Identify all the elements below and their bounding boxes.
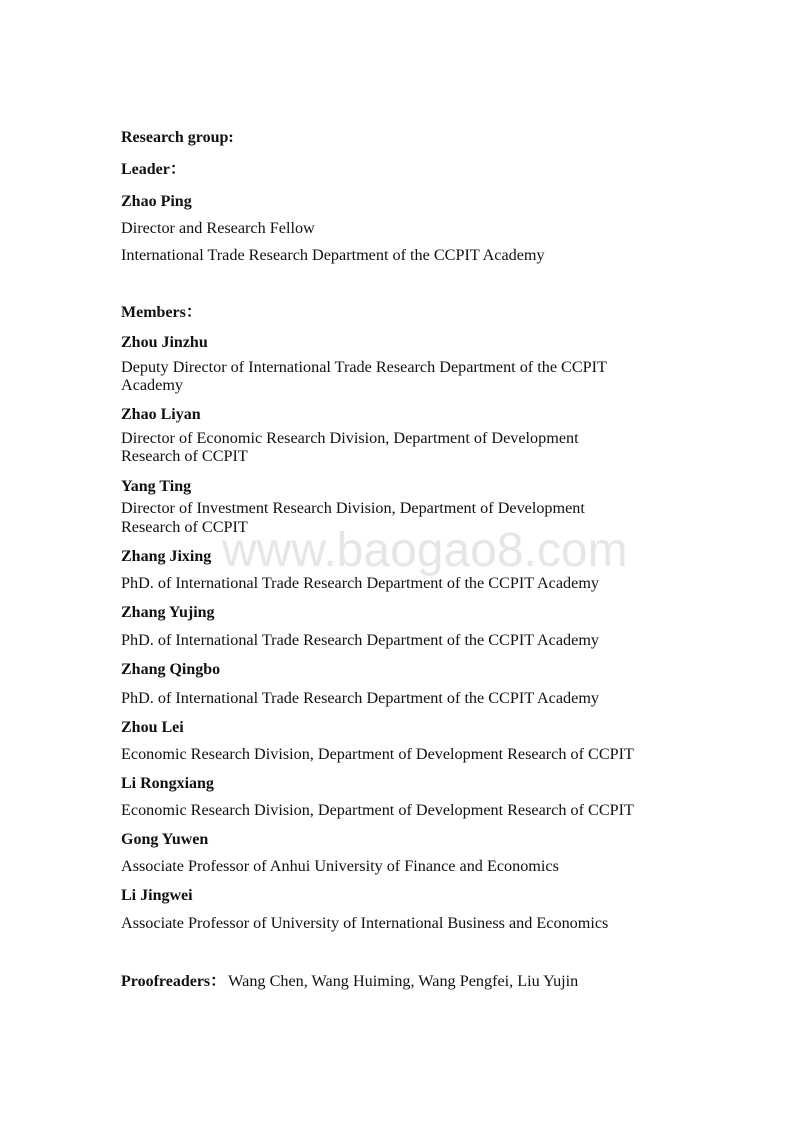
member-name: Zhao Liyan <box>121 406 201 423</box>
leader-name: Zhao Ping <box>121 193 192 210</box>
member-name: Yang Ting <box>121 478 192 495</box>
member-desc: Economic Research Division, Department of Development Research of CCPIT <box>121 745 634 763</box>
member-desc: Associate Professor of University of International Business and Economics <box>121 914 609 932</box>
research-group-title: Research group: <box>121 129 234 146</box>
member-name: Zhang Yujing <box>121 604 215 621</box>
member-name: Gong Yuwen <box>121 831 209 848</box>
member-desc: PhD. of International Trade Research Department of the CCPIT Academy <box>121 631 600 649</box>
member-desc: Economic Research Division, Department of Development Research of CCPIT <box>121 801 634 819</box>
proofreaders-line <box>121 972 578 991</box>
member-desc: PhD. of International Trade Research Department of the CCPIT Academy <box>121 689 600 707</box>
member-desc: Research of CCPIT <box>121 447 248 465</box>
member-name: Zhang Jixing <box>121 548 212 565</box>
leader-heading: Leader： <box>121 161 186 178</box>
member-desc: Director of Investment Research Division, Department of Development <box>121 499 585 517</box>
leader-affiliation: International Trade Research Department of the CCPIT Academy <box>121 246 545 264</box>
member-name: Zhang Qingbo <box>121 661 221 678</box>
member-name: Zhou Jinzhu <box>121 334 208 351</box>
member-name: Zhou Lei <box>121 719 184 736</box>
proofreaders-names: Wang Chen, Wang Huiming, Wang Pengfei, Liu Yujin <box>228 972 579 990</box>
leader-title: Director and Research Fellow <box>121 219 315 237</box>
member-desc: Associate Professor of Anhui University of Finance and Economics <box>121 857 559 875</box>
proofreaders-label: Proofreaders： <box>121 973 227 990</box>
watermark: www.baogao8.com <box>222 524 628 577</box>
member-desc: Research of CCPIT <box>121 518 248 536</box>
member-name: Li Rongxiang <box>121 775 214 792</box>
member-desc: Academy <box>121 376 184 394</box>
member-desc: Director of Economic Research Division, Department of Development <box>121 429 579 447</box>
members-heading: Members： <box>121 304 202 321</box>
member-desc: Deputy Director of International Trade Research Department of the CCPIT <box>121 358 607 376</box>
member-name: Li Jingwei <box>121 887 193 904</box>
member-desc: PhD. of International Trade Research Department of the CCPIT Academy <box>121 574 600 592</box>
